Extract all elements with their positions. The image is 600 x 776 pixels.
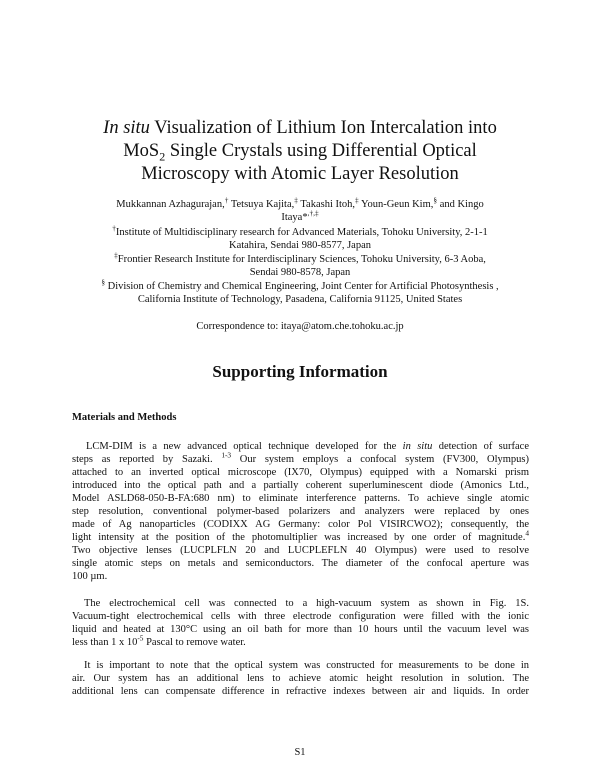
author-list xyxy=(60,195,540,224)
author-line-2: Itaya*,†,‡ xyxy=(281,208,319,223)
paragraph-2: The electrochemical cell was connected to a high-vacuum system as shown in Fig. 1S. Vacuum-tight electrochemical cells with three electrode configuration were filled with the ionic liquid and heated at 130°C using an oil bath for more than 10 hours until the vacuum level was less than 1 x $10^{-5}$ Pascal to remove water. xyxy=(72,598,529,648)
correspondence: Correspondence to: itaya@atom.che.tohoku.ac.jp xyxy=(196,321,404,332)
title-formula: MoS xyxy=(123,141,160,161)
author-line-1: Mukkannan Azhagurajan,† Tetsuya Kajita,‡ Takashi Itoh,‡ Youn-Geun Kim,§ and Kingo xyxy=(116,195,484,210)
paragraph-3: It is important to note that the optical system was constructed for measurements to be done in air. Our system has an additional lens to achieve atomic height resolution in solution. The additional lens can compensate difference in refractive indexes between air and liquids. In order xyxy=(72,660,529,697)
affiliation-1: †Institute of Multidisciplinary research for Advanced Materials, Tohoku University, 2-1-1 Katahira, Sendai 980-8577, Japan xyxy=(112,223,488,251)
title-line-2 xyxy=(60,140,540,163)
supporting-information-heading: Supporting Information xyxy=(212,362,388,381)
page-number: S1 xyxy=(294,747,306,758)
title-line-3: Microscopy with Atomic Layer Resolution xyxy=(141,164,459,184)
title-italic: In situ xyxy=(103,118,150,138)
affiliation-2: ‡Frontier Research Institute for Interdisciplinary Sciences, Tohoku University, 6-3 Aoba, Sendai 980-8578, Japan xyxy=(114,250,486,278)
title-line-1-text: Visualization of Lithium Ion Intercalation into xyxy=(149,118,497,138)
title-line-2-text: Single Crystals using Differential Optical xyxy=(165,141,477,161)
title-formula-subscript: 2 xyxy=(159,149,166,164)
section-heading: Materials and Methods xyxy=(72,412,177,423)
paragraph-1: LCM-DIM is a new advanced optical technique developed for the in situ detection of surface steps as reported by Sazaki. $^{1-3}$ Our system employs a confocal system (FV300, Olympus) attached to an inverted optical microscope (IX70, Olympus) equipped with a Nomarski prism introduced into the optical path and a partially coherent superluminescent diode (Amonics Ltd., Model ASLD68-050-B-FA:680 nm) to eliminate interference patterns. To achieve single atomic step resolution, conventional polymer-based polarizers and analyzers were replaced by ones made of Ag nanoparticles (CODIXX AG Germany: color Pol VISIRCWO2); consequently, the light intensity at the position of the photomultiplier was increased by one order of magnitude.$^4$ Two objective lenses (LUCPLFLN 20 and LUCPLEFLN 40 Olympus) were used to resolve single atomic steps on metals and semiconductors. The diameter of the confocal aperture was 100 µm. xyxy=(72,441,529,582)
paper-title xyxy=(60,117,540,186)
title-line-1 xyxy=(60,117,540,140)
affiliation-3: § Division of Chemistry and Chemical Engineering, Joint Center for Artificial Photosynthesis , California Institute of Technology, Pasadena, California 91125, United States xyxy=(101,277,499,305)
